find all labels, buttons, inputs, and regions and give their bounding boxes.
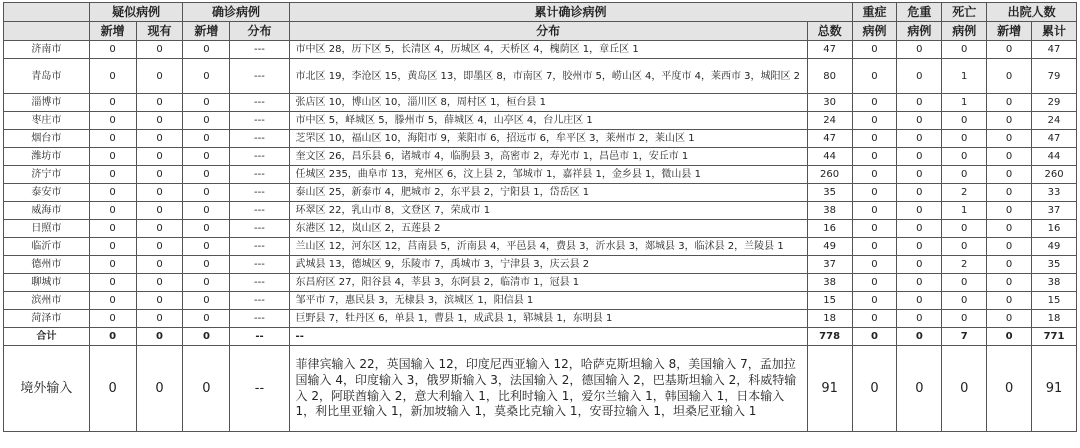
header-discharged: 出院人数 — [987, 3, 1077, 22]
suspected-new-cell: 0 — [89, 238, 136, 256]
confirmed-new-cell: 0 — [183, 59, 230, 94]
suspected-existing-cell: 0 — [136, 130, 183, 148]
confirmed-distribution-cell: --- — [230, 202, 289, 220]
city-name-cell: 淄博市 — [4, 94, 90, 112]
severe-cases-cell: 0 — [852, 238, 897, 256]
death-cases-cell: 0 — [942, 41, 987, 59]
death-cases-cell: 1 — [942, 59, 987, 94]
critical-cases-cell: 0 — [897, 346, 942, 432]
overseas-row — [4, 346, 1077, 432]
severe-cases-cell: 0 — [852, 220, 897, 238]
table-row — [4, 202, 1077, 220]
cumulative-distribution-cell: 任城区 235，曲阜市 13，兖州区 6，汶上县 2，邹城市 1，嘉祥县 1，金乡县 1，微山县 1 — [289, 166, 807, 184]
suspected-existing-cell: 0 — [136, 94, 183, 112]
city-name-cell: 临沂市 — [4, 238, 90, 256]
severe-cases-cell: 0 — [852, 94, 897, 112]
subheader-confirmed-distribution: 分布 — [230, 22, 289, 41]
severe-cases-cell: 0 — [852, 59, 897, 94]
confirmed-distribution-cell: --- — [230, 130, 289, 148]
death-cases-cell: 2 — [942, 184, 987, 202]
city-name-cell: 济宁市 — [4, 166, 90, 184]
discharged-cumulative-cell: 49 — [1032, 238, 1077, 256]
discharged-cumulative-cell: 79 — [1032, 59, 1077, 94]
subheader-suspected-new: 新增 — [89, 22, 136, 41]
cumulative-total-cell: 24 — [807, 112, 852, 130]
discharged-cumulative-cell: 260 — [1032, 166, 1077, 184]
confirmed-new-cell: 0 — [183, 41, 230, 59]
table-row — [4, 310, 1077, 328]
severe-cases-cell: 0 — [852, 130, 897, 148]
discharged-cumulative-cell: 47 — [1032, 41, 1077, 59]
discharged-cumulative-cell: 16 — [1032, 220, 1077, 238]
death-cases-cell: 0 — [942, 274, 987, 292]
confirmed-new-cell: 0 — [183, 94, 230, 112]
suspected-existing-cell: 0 — [136, 202, 183, 220]
suspected-new-cell: 0 — [89, 256, 136, 274]
subheader-suspected-existing: 现有 — [136, 22, 183, 41]
header-severe: 重症 — [852, 3, 897, 22]
death-cases-cell: 1 — [942, 202, 987, 220]
cumulative-distribution-cell: 邹平市 7，惠民县 3，无棣县 3，滨城区 1，阳信县 1 — [289, 292, 807, 310]
confirmed-distribution-cell: --- — [230, 238, 289, 256]
suspected-existing-cell: 0 — [136, 256, 183, 274]
confirmed-distribution-cell: --- — [230, 41, 289, 59]
cumulative-distribution-cell: 泰山区 25，新泰市 4，肥城市 2，东平县 2，宁阳县 1，岱岳区 1 — [289, 184, 807, 202]
cumulative-total-cell: 80 — [807, 59, 852, 94]
cumulative-distribution-cell: 东港区 12，岚山区 2，五莲县 2 — [289, 220, 807, 238]
table-row — [4, 41, 1077, 59]
discharged-cumulative-cell: 35 — [1032, 256, 1077, 274]
subheader-discharged-cumulative: 累计 — [1032, 22, 1077, 41]
death-cases-cell: 0 — [942, 148, 987, 166]
header-death: 死亡 — [942, 3, 987, 22]
cumulative-total-cell: 30 — [807, 94, 852, 112]
city-name-cell: 境外输入 — [4, 346, 90, 432]
confirmed-new-cell: 0 — [183, 256, 230, 274]
suspected-new-cell: 0 — [89, 130, 136, 148]
table-row — [4, 130, 1077, 148]
discharged-new-cell: 0 — [987, 94, 1032, 112]
death-cases-cell: 0 — [942, 292, 987, 310]
critical-cases-cell: 0 — [897, 274, 942, 292]
discharged-new-cell: 0 — [987, 238, 1032, 256]
severe-cases-cell: 0 — [852, 166, 897, 184]
suspected-existing-cell: 0 — [136, 328, 183, 346]
confirmed-distribution-cell: -- — [230, 328, 289, 346]
suspected-existing-cell: 0 — [136, 166, 183, 184]
cumulative-distribution-cell: 东昌府区 27，阳谷县 4，莘县 3，东阿县 2，临清市 1，冠县 1 — [289, 274, 807, 292]
header-corner-2 — [4, 22, 90, 41]
death-cases-cell: 1 — [942, 94, 987, 112]
subheader-critical-cases: 病例 — [897, 22, 942, 41]
critical-cases-cell: 0 — [897, 148, 942, 166]
subheader-cumulative-total: 总数 — [807, 22, 852, 41]
covid-case-table — [3, 2, 1077, 432]
suspected-existing-cell: 0 — [136, 292, 183, 310]
discharged-cumulative-cell: 44 — [1032, 148, 1077, 166]
confirmed-new-cell: 0 — [183, 166, 230, 184]
cumulative-distribution-cell: 奎文区 26，昌乐县 6，诸城市 4，临朐县 3，高密市 2，寿光市 1，昌邑市 1，安丘市 1 — [289, 148, 807, 166]
critical-cases-cell: 0 — [897, 166, 942, 184]
death-cases-cell: 0 — [942, 130, 987, 148]
suspected-existing-cell: 0 — [136, 220, 183, 238]
discharged-cumulative-cell: 18 — [1032, 310, 1077, 328]
death-cases-cell: 7 — [942, 328, 987, 346]
city-name-cell: 枣庄市 — [4, 112, 90, 130]
confirmed-distribution-cell: --- — [230, 184, 289, 202]
confirmed-new-cell: 0 — [183, 148, 230, 166]
city-name-cell: 合计 — [4, 328, 90, 346]
cumulative-distribution-cell: 张店区 10，博山区 10，淄川区 8，周村区 1，桓台县 1 — [289, 94, 807, 112]
discharged-new-cell: 0 — [987, 112, 1032, 130]
discharged-cumulative-cell: 38 — [1032, 274, 1077, 292]
confirmed-distribution-cell: --- — [230, 292, 289, 310]
cumulative-total-cell: 49 — [807, 238, 852, 256]
suspected-existing-cell: 0 — [136, 59, 183, 94]
cumulative-total-cell: 778 — [807, 328, 852, 346]
cumulative-distribution-cell: 市中区 5，峄城区 5，滕州市 5，薛城区 4，山亭区 4，台儿庄区 1 — [289, 112, 807, 130]
cumulative-total-cell: 44 — [807, 148, 852, 166]
critical-cases-cell: 0 — [897, 59, 942, 94]
confirmed-new-cell: 0 — [183, 202, 230, 220]
cumulative-total-cell: 47 — [807, 130, 852, 148]
city-name-cell: 青岛市 — [4, 59, 90, 94]
cumulative-total-cell: 16 — [807, 220, 852, 238]
suspected-new-cell: 0 — [89, 310, 136, 328]
death-cases-cell: 0 — [942, 238, 987, 256]
confirmed-distribution-cell: --- — [230, 310, 289, 328]
severe-cases-cell: 0 — [852, 310, 897, 328]
confirmed-distribution-cell: -- — [230, 346, 289, 432]
critical-cases-cell: 0 — [897, 94, 942, 112]
header-confirmed: 确诊病例 — [183, 3, 289, 22]
city-name-cell: 滨州市 — [4, 292, 90, 310]
city-name-cell: 泰安市 — [4, 184, 90, 202]
city-name-cell: 威海市 — [4, 202, 90, 220]
suspected-new-cell: 0 — [89, 202, 136, 220]
cumulative-total-cell: 37 — [807, 256, 852, 274]
suspected-new-cell: 0 — [89, 328, 136, 346]
suspected-new-cell: 0 — [89, 94, 136, 112]
table-row — [4, 94, 1077, 112]
discharged-new-cell: 0 — [987, 220, 1032, 238]
city-name-cell: 济南市 — [4, 41, 90, 59]
subheader-confirmed-new: 新增 — [183, 22, 230, 41]
cumulative-distribution-cell: 市中区 28，历下区 5，长清区 4，历城区 4，天桥区 4，槐荫区 1，章丘区 1 — [289, 41, 807, 59]
death-cases-cell: 0 — [942, 166, 987, 184]
cumulative-total-cell: 91 — [807, 346, 852, 432]
cumulative-total-cell: 38 — [807, 202, 852, 220]
total-row — [4, 328, 1077, 346]
confirmed-distribution-cell: --- — [230, 256, 289, 274]
cumulative-distribution-cell: 兰山区 12，河东区 12，莒南县 5，沂南县 4，平邑县 4，费县 3，沂水县 3，郯城县 3，临沭县 2，兰陵县 1 — [289, 238, 807, 256]
discharged-cumulative-cell: 37 — [1032, 202, 1077, 220]
death-cases-cell: 0 — [942, 346, 987, 432]
critical-cases-cell: 0 — [897, 310, 942, 328]
severe-cases-cell: 0 — [852, 148, 897, 166]
cumulative-distribution-cell: 市北区 19，李沧区 15，黄岛区 13，即墨区 8，市南区 7，胶州市 5，崂山区 4，平度市 4，莱西市 3，城阳区 2 — [289, 59, 807, 94]
header-suspected: 疑似病例 — [89, 3, 183, 22]
discharged-new-cell: 0 — [987, 184, 1032, 202]
death-cases-cell: 2 — [942, 256, 987, 274]
suspected-existing-cell: 0 — [136, 112, 183, 130]
suspected-new-cell: 0 — [89, 184, 136, 202]
suspected-existing-cell: 0 — [136, 310, 183, 328]
severe-cases-cell: 0 — [852, 274, 897, 292]
discharged-new-cell: 0 — [987, 328, 1032, 346]
cumulative-distribution-cell: 菲律宾输入 22，英国输入 12，印度尼西亚输入 12，哈萨克斯坦输入 8，美国输入 7，孟加拉国输入 4，印度输入 3，俄罗斯输入 3，法国输入 2，德国输入 2，巴基斯坦输入 2，科威特输入 2，阿联酋输入 2，意大利输入 1，比利时输入 1，爱尔兰输入 1，韩国输入 1，日本输入 1，利比里亚输入 1，新加坡输入 1，莫桑比克输入 1，安哥拉输入 1，坦桑尼亚输入 1 — [289, 346, 807, 432]
discharged-cumulative-cell: 29 — [1032, 94, 1077, 112]
discharged-new-cell: 0 — [987, 274, 1032, 292]
discharged-cumulative-cell: 15 — [1032, 292, 1077, 310]
severe-cases-cell: 0 — [852, 346, 897, 432]
cumulative-distribution-cell: 芝罘区 10，福山区 10，海阳市 9，莱阳市 6，招远市 6，牟平区 3，莱州市 2，莱山区 1 — [289, 130, 807, 148]
critical-cases-cell: 0 — [897, 220, 942, 238]
suspected-new-cell: 0 — [89, 59, 136, 94]
table-row — [4, 184, 1077, 202]
subheader-death-cases: 病例 — [942, 22, 987, 41]
city-name-cell: 日照市 — [4, 220, 90, 238]
table-row — [4, 220, 1077, 238]
discharged-new-cell: 0 — [987, 166, 1032, 184]
header-corner — [4, 3, 90, 22]
severe-cases-cell: 0 — [852, 256, 897, 274]
city-name-cell: 烟台市 — [4, 130, 90, 148]
discharged-cumulative-cell: 24 — [1032, 112, 1077, 130]
confirmed-new-cell: 0 — [183, 310, 230, 328]
critical-cases-cell: 0 — [897, 41, 942, 59]
discharged-new-cell: 0 — [987, 256, 1032, 274]
cumulative-total-cell: 260 — [807, 166, 852, 184]
suspected-new-cell: 0 — [89, 112, 136, 130]
table-row — [4, 238, 1077, 256]
suspected-new-cell: 0 — [89, 292, 136, 310]
cumulative-distribution-cell: 环翠区 22，乳山市 8，文登区 7，荣成市 1 — [289, 202, 807, 220]
confirmed-distribution-cell: --- — [230, 112, 289, 130]
cumulative-distribution-cell: -- — [289, 328, 807, 346]
table-row — [4, 292, 1077, 310]
discharged-new-cell: 0 — [987, 346, 1032, 432]
suspected-new-cell: 0 — [89, 166, 136, 184]
discharged-new-cell: 0 — [987, 292, 1032, 310]
confirmed-new-cell: 0 — [183, 346, 230, 432]
suspected-new-cell: 0 — [89, 148, 136, 166]
subheader-severe-cases: 病例 — [852, 22, 897, 41]
cumulative-distribution-cell: 巨野县 7，牡丹区 6，单县 1，曹县 1，成武县 1，郓城县 1，东明县 1 — [289, 310, 807, 328]
discharged-new-cell: 0 — [987, 59, 1032, 94]
discharged-cumulative-cell: 771 — [1032, 328, 1077, 346]
subheader-discharged-new: 新增 — [987, 22, 1032, 41]
table-row — [4, 148, 1077, 166]
critical-cases-cell: 0 — [897, 292, 942, 310]
suspected-existing-cell: 0 — [136, 346, 183, 432]
critical-cases-cell: 0 — [897, 238, 942, 256]
critical-cases-cell: 0 — [897, 184, 942, 202]
city-name-cell: 德州市 — [4, 256, 90, 274]
suspected-existing-cell: 0 — [136, 238, 183, 256]
confirmed-distribution-cell: --- — [230, 94, 289, 112]
confirmed-distribution-cell: --- — [230, 59, 289, 94]
severe-cases-cell: 0 — [852, 41, 897, 59]
table-row — [4, 59, 1077, 94]
severe-cases-cell: 0 — [852, 112, 897, 130]
cumulative-total-cell: 47 — [807, 41, 852, 59]
city-name-cell: 菏泽市 — [4, 310, 90, 328]
confirmed-new-cell: 0 — [183, 292, 230, 310]
confirmed-new-cell: 0 — [183, 112, 230, 130]
discharged-cumulative-cell: 33 — [1032, 184, 1077, 202]
cumulative-total-cell: 35 — [807, 184, 852, 202]
confirmed-distribution-cell: --- — [230, 148, 289, 166]
suspected-new-cell: 0 — [89, 346, 136, 432]
death-cases-cell: 0 — [942, 112, 987, 130]
discharged-cumulative-cell: 91 — [1032, 346, 1077, 432]
confirmed-new-cell: 0 — [183, 220, 230, 238]
confirmed-new-cell: 0 — [183, 238, 230, 256]
confirmed-new-cell: 0 — [183, 130, 230, 148]
severe-cases-cell: 0 — [852, 328, 897, 346]
confirmed-distribution-cell: --- — [230, 166, 289, 184]
cumulative-total-cell: 18 — [807, 310, 852, 328]
subheader-cumulative-distribution: 分布 — [289, 22, 807, 41]
city-name-cell: 聊城市 — [4, 274, 90, 292]
suspected-new-cell: 0 — [89, 220, 136, 238]
suspected-existing-cell: 0 — [136, 41, 183, 59]
table-row — [4, 256, 1077, 274]
confirmed-new-cell: 0 — [183, 274, 230, 292]
critical-cases-cell: 0 — [897, 130, 942, 148]
confirmed-new-cell: 0 — [183, 328, 230, 346]
suspected-new-cell: 0 — [89, 274, 136, 292]
confirmed-distribution-cell: --- — [230, 274, 289, 292]
severe-cases-cell: 0 — [852, 202, 897, 220]
severe-cases-cell: 0 — [852, 184, 897, 202]
cumulative-total-cell: 38 — [807, 274, 852, 292]
discharged-new-cell: 0 — [987, 130, 1032, 148]
discharged-cumulative-cell: 47 — [1032, 130, 1077, 148]
discharged-new-cell: 0 — [987, 202, 1032, 220]
confirmed-new-cell: 0 — [183, 184, 230, 202]
table-row — [4, 112, 1077, 130]
table-row — [4, 274, 1077, 292]
death-cases-cell: 0 — [942, 220, 987, 238]
suspected-new-cell: 0 — [89, 41, 136, 59]
discharged-new-cell: 0 — [987, 310, 1032, 328]
header-cumulative: 累计确诊病例 — [289, 3, 852, 22]
suspected-existing-cell: 0 — [136, 274, 183, 292]
critical-cases-cell: 0 — [897, 328, 942, 346]
city-name-cell: 潍坊市 — [4, 148, 90, 166]
table-row — [4, 166, 1077, 184]
header-critical: 危重 — [897, 3, 942, 22]
critical-cases-cell: 0 — [897, 112, 942, 130]
cumulative-total-cell: 15 — [807, 292, 852, 310]
cumulative-distribution-cell: 武城县 13，德城区 9，乐陵市 7，禹城市 3，宁津县 3，庆云县 2 — [289, 256, 807, 274]
severe-cases-cell: 0 — [852, 292, 897, 310]
death-cases-cell: 0 — [942, 310, 987, 328]
suspected-existing-cell: 0 — [136, 148, 183, 166]
discharged-new-cell: 0 — [987, 41, 1032, 59]
critical-cases-cell: 0 — [897, 256, 942, 274]
confirmed-distribution-cell: --- — [230, 220, 289, 238]
critical-cases-cell: 0 — [897, 202, 942, 220]
suspected-existing-cell: 0 — [136, 184, 183, 202]
discharged-new-cell: 0 — [987, 148, 1032, 166]
